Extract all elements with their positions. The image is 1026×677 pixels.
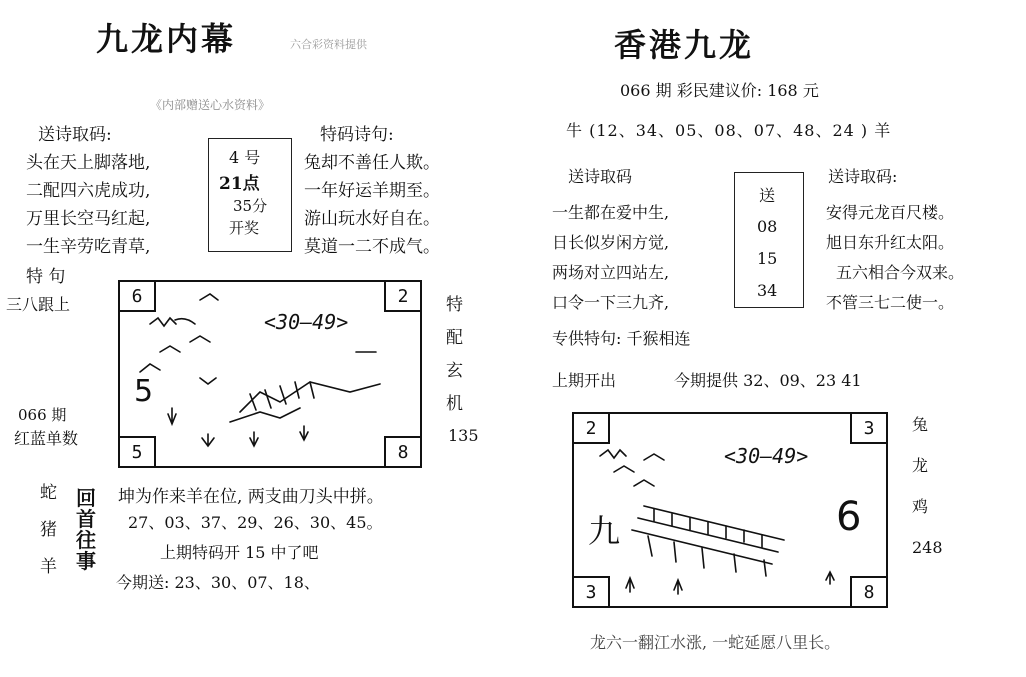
send-box-line-2: 08 [757, 217, 778, 236]
vertical-char-1: 特 [446, 295, 463, 315]
left-huishou [76, 488, 96, 572]
left-right-number: 135 [448, 426, 479, 445]
huishou-4: 事 [76, 549, 96, 573]
right-corner-tr: 3 [850, 412, 888, 444]
left-poem-line-2: 二配四六虎成功, [26, 181, 151, 201]
right-poem-right-4: 不管三七二使一。 [826, 293, 955, 312]
right-vertical-char-1: 兔 [912, 415, 929, 434]
left-last-special: 上期特码开 15 中了吧 [160, 543, 319, 562]
right-poem-left-3: 两场对立四站左, [552, 263, 670, 282]
right-corner-bl: 3 [572, 576, 610, 608]
animal-1: 蛇 [40, 483, 57, 503]
left-poem-line-3: 万里长空马红起, [26, 209, 151, 229]
right-corner-tl: 2 [572, 412, 610, 444]
right-sketch-digit-1: 九 [588, 512, 621, 550]
left-animals [40, 478, 57, 577]
right-poem-left-2: 日长似岁闲方觉, [552, 233, 670, 252]
right-poem-right-1: 安得元龙百尺楼。 [826, 203, 955, 222]
right-vertical [912, 412, 928, 517]
left-subtitle: 《内部赠送心水资料》 [150, 98, 271, 112]
right-poem-left-1: 一生都在爱中生, [552, 203, 670, 222]
left-corner-br: 8 [384, 436, 422, 468]
animal-3: 羊 [40, 557, 57, 577]
left-poem-line-4: 一生辛劳吃青草, [26, 237, 151, 257]
vertical-char-3: 玄 [446, 361, 463, 381]
left-corner-tr: 2 [384, 280, 422, 312]
animal-2: 猪 [40, 520, 57, 540]
huishou-2: 首 [76, 507, 96, 531]
left-right-vertical [446, 290, 463, 414]
left-title-note: 六合彩资料提供 [290, 38, 367, 51]
left-corner-tl: 6 [118, 280, 156, 312]
left-poem-line-1: 头在天上脚落地, [26, 153, 151, 173]
right-sketch-digit-2: 6 [836, 494, 862, 540]
left-special-line-4: 莫道一二不成气。 [304, 237, 440, 257]
right-issue-line: 066 期 彩民建议价: 168 元 [620, 81, 819, 100]
right-poem-right-2: 旭日东升红太阳。 [826, 233, 955, 252]
left-numbers-line: 27、03、37、29、26、30、45。 [128, 513, 383, 532]
right-footer: 龙六一翻江水涨, 一蛇延愿八里长。 [590, 633, 841, 652]
left-special-line-1: 兔却不善任人欺。 [304, 153, 440, 173]
right-special-line: 专供特句: 千猴相连 [552, 329, 691, 348]
left-today-send: 今期送: 23、30、07、18、 [116, 573, 320, 592]
draw-box-line-2: 21点 [219, 174, 260, 194]
right-send-box [734, 172, 804, 308]
right-poem-header-left: 送诗取码 [568, 167, 633, 186]
huishou-1: 回 [76, 486, 96, 510]
send-box-line-4: 34 [757, 281, 778, 300]
left-red-blue: 红蓝单数 [14, 429, 79, 448]
send-box-line-1: 送 [759, 186, 776, 205]
left-issue: 066 期 [18, 406, 67, 424]
right-poem-right-3: 五六相合今双来。 [836, 263, 965, 282]
vertical-char-4: 机 [446, 394, 463, 414]
right-sketch-frame [572, 412, 888, 608]
left-sketch-range: <30—49> [264, 310, 349, 334]
draw-box-line-1: 4 号 [229, 148, 261, 167]
huishou-3: 往 [76, 528, 96, 552]
right-provide: 今期提供 32、09、23 41 [674, 371, 862, 390]
left-sketch-frame [118, 280, 422, 468]
vertical-char-2: 配 [446, 328, 463, 348]
right-niu-line: 牛 (12、34、05、08、07、48、24 ) 羊 [566, 121, 892, 140]
right-sketch-range: <30—49> [724, 444, 809, 468]
send-box-line-3: 15 [757, 249, 778, 268]
right-title: 香港九龙 [614, 26, 755, 64]
left-title: 九龙内幕 [96, 20, 237, 58]
left-special-line-3: 游山玩水好自在。 [304, 209, 440, 229]
right-corner-br: 8 [850, 576, 888, 608]
left-special-line-2: 一年好运羊期至。 [304, 181, 440, 201]
right-number: 248 [912, 538, 943, 557]
right-vertical-char-2: 龙 [912, 456, 929, 475]
draw-box-line-3: 35分 [233, 197, 268, 215]
right-poem-header-right: 送诗取码: [828, 167, 898, 186]
left-corner-bl: 5 [118, 436, 156, 468]
left-te-ju: 特 句 [26, 267, 66, 287]
right-last-open: 上期开出 [552, 371, 617, 390]
left-sketch-digit: 5 [134, 374, 154, 409]
left-san-ba: 三八跟上 [6, 295, 71, 314]
right-poem-left-4: 口令一下三九齐, [552, 293, 670, 312]
left-draw-time-box [208, 138, 292, 252]
right-vertical-char-3: 鸡 [912, 497, 929, 516]
draw-box-line-4: 开奖 [229, 219, 260, 237]
left-poem-header: 送诗取码: [38, 125, 112, 145]
left-special-header: 特码诗句: [320, 125, 394, 145]
left-bottom-poem: 坤为作来羊在位, 两支曲刀头中拼。 [118, 487, 384, 507]
